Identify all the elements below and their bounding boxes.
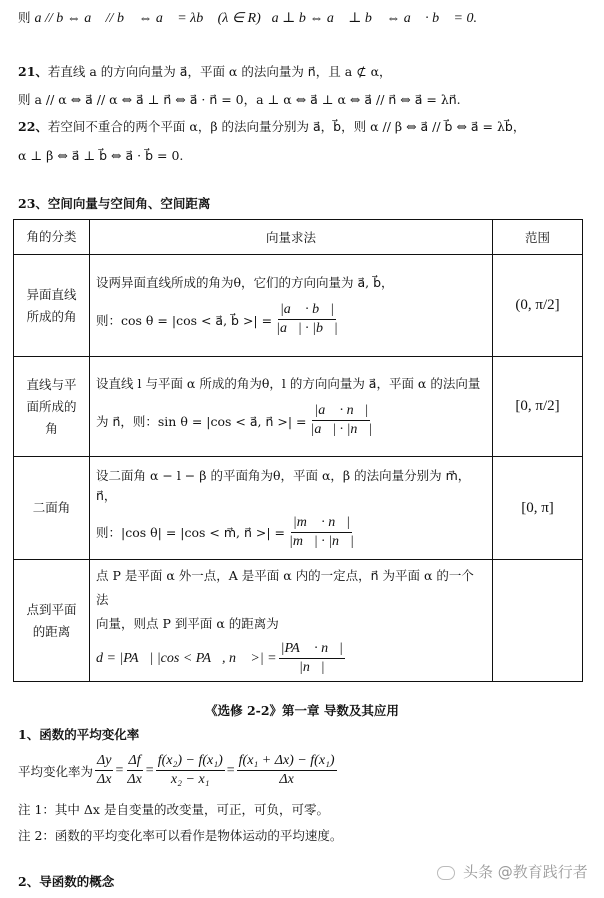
row-method (90, 357, 493, 457)
row-category (14, 357, 90, 457)
category-line: 面所成的 (26, 398, 77, 414)
row-category (14, 255, 90, 357)
formula-prefix: 为 n⃗，则：sin θ = |cos < a⃗, n⃗ >| = (96, 413, 307, 429)
row-range (493, 457, 583, 560)
range-value: [0, π] (521, 499, 554, 516)
formula-fraction (309, 402, 375, 439)
item-22-line-1 (18, 119, 525, 135)
note-2: 注 2：函数的平均变化率可以看作是物体运动的平均速度。 (18, 828, 343, 843)
method-formula (96, 402, 486, 439)
formula-fraction (274, 301, 340, 338)
category-line: 角 (45, 420, 58, 436)
item-22-text-1: 若空间不重合的两个平面 α，β 的法向量分别为 a⃗，b⃗，则 α // β ⇔ a⃗ // b⃗ ⇔ a⃗ = λb⃗， (47, 119, 526, 134)
table-row (14, 255, 583, 357)
formula-prefix: 则：cos θ = |cos < a⃗, b⃗ >| = (96, 312, 273, 328)
formula-prefix: d = |PA⃗| |cos < PA⃗, n⃗ >| = (96, 650, 277, 666)
fraction-denominator: Δx (279, 772, 294, 787)
fraction-numerator: Δf (127, 752, 143, 771)
category-line: 的距离 (32, 623, 71, 639)
method-description: 设二面角 α − l − β 的平面角为θ，平面 α，β 的法向量分别为 m⃗，n⃗， (96, 467, 471, 503)
row-method (90, 560, 493, 682)
angle-distance-table (13, 219, 583, 682)
item-21-text-1: 若直线 a 的方向向量为 a⃗，平面 α 的法向量为 n⃗，且 a ⊄ α， (47, 64, 392, 79)
fraction-denominator: x₂ − x₁ (170, 772, 210, 787)
fraction-denominator: |a⃗| · |n⃗| (310, 422, 373, 437)
fraction-numerator: |m⃗ · n⃗| (291, 514, 352, 533)
method-formula (96, 514, 486, 551)
note-1: 注 1：其中 Δx 是自变量的改变量，可正，可负，可零。 (18, 802, 329, 817)
item-21-number: 21、 (18, 64, 48, 79)
method-description: 点 P 是平面 α 外一点，A 是平面 α 内的一定点，n⃗ 为平面 α 的一个法 (96, 568, 474, 607)
section-1-heading: 1、函数的平均变化率 (18, 727, 140, 742)
fraction-difference-quotient (156, 752, 225, 789)
method-description: 设两异面直线所成的角为θ，它们的方向向量为 a⃗, b⃗， (96, 275, 394, 290)
watermark-text: 头条 @教育践行者 (463, 863, 588, 881)
item-21-line-1 (18, 64, 392, 80)
method-formula (96, 640, 486, 677)
header-category: 角的分类 (14, 220, 90, 255)
method-description-2: 向量，则点 P 到平面 α 的距离为 (96, 616, 279, 631)
item-22-number: 22、 (18, 119, 48, 134)
fraction-delta-form (237, 752, 337, 789)
table-row (14, 357, 583, 457)
fraction-denominator: |m⃗| · |n⃗| (289, 533, 354, 549)
fraction-numerator: f(x₁ + Δx) − f(x₁) (237, 752, 337, 771)
fraction-numerator: |PA⃗ · n⃗| (279, 640, 345, 659)
category-line: 所成的角 (26, 308, 77, 324)
chapter-title: 《选修 2-2》第一章 导数及其应用 (205, 703, 399, 718)
category-line: 点到平面 (26, 601, 77, 617)
chat-bubble-icon (437, 866, 455, 880)
range-value: [0, π/2] (515, 398, 560, 414)
table-header-row (14, 220, 583, 255)
item-21-line-2 (18, 92, 461, 108)
formula-fraction (287, 514, 356, 551)
row-range (493, 560, 583, 682)
row-method (90, 255, 493, 357)
table-row (14, 457, 583, 560)
row-range (493, 357, 583, 457)
method-description: 设直线 l 与平面 α 所成的角为θ，l 的方向向量为 a⃗，平面 α 的法向量 (96, 376, 481, 391)
fraction-denominator: Δx (97, 772, 112, 787)
table-row (14, 560, 583, 682)
formula-label: 平均变化率为 (18, 763, 94, 779)
intro-prefix: 则 (18, 10, 31, 25)
range-value: (0, π/2] (515, 297, 560, 313)
fraction-df-dx (125, 752, 143, 789)
row-method (90, 457, 493, 560)
row-range (493, 255, 583, 357)
fraction-denominator: Δx (127, 772, 142, 787)
category-line: 二面角 (32, 500, 71, 515)
item-22-line-2 (18, 148, 183, 164)
item-21-text-2: 则 a // α ⇔ a⃗ // α ⇔ a⃗ ⊥ n⃗ ⇔ a⃗ · n⃗ = 0，a ⊥ α ⇔ a⃗ ⊥ α ⇔ a⃗ // n⃗ ⇔ a⃗ = λn⃗. (18, 92, 461, 107)
fraction-denominator: |a⃗| · |b⃗| (276, 321, 338, 336)
fraction-numerator: |a⃗ · n⃗| (312, 402, 370, 421)
fraction-numerator: f(x₂) − f(x₁) (156, 752, 225, 771)
row-category (14, 457, 90, 560)
fraction-numerator: Δy (95, 752, 113, 771)
formula-prefix: 则：|cos θ| = |cos < m⃗, n⃗ >| = (96, 525, 286, 540)
average-rate-formula: 平均变化率为 $\frac{\Delta y}{\Delta x}$ = $\frac{\Delta f}{\Delta x}$ = $\frac{\text{f(x₂) − f(x₁)}}{\text{x₂ − x₁}}$ = $\frac{\text{f(x₁ + Δx) − f(x₁)}}{\Delta x}$ (18, 753, 335, 787)
item-22-text-2: α ⊥ β ⇔ a⃗ ⊥ b⃗ ⇔ a⃗ · b⃗ = 0. (18, 148, 184, 163)
row-category (14, 560, 90, 682)
category-line: 直线与平 (26, 376, 77, 392)
intro-formula: a // b ⇔ a⃗ // b⃗ ⇔ a⃗ = λb⃗ (λ ∈ R)，a ⊥ b ⇔ a⃗ ⊥ b⃗ ⇔ a⃗ · b⃗ = 0. (34, 11, 477, 26)
section-2-heading: 2、导函数的概念 (18, 874, 115, 889)
fraction-dy-dx (95, 752, 113, 789)
header-range: 范围 (493, 220, 583, 255)
category-line: 异面直线 (26, 286, 77, 302)
fraction-numerator: |a⃗ · b⃗| (278, 301, 336, 320)
item-23-heading: 23、空间向量与空间角、空间距离 (18, 196, 211, 211)
watermark (437, 861, 588, 882)
fraction-denominator: |n⃗| (298, 660, 325, 675)
header-method: 向量求法 (90, 220, 493, 255)
intro-line (18, 10, 477, 27)
method-formula (96, 301, 486, 338)
formula-fraction (279, 640, 345, 677)
